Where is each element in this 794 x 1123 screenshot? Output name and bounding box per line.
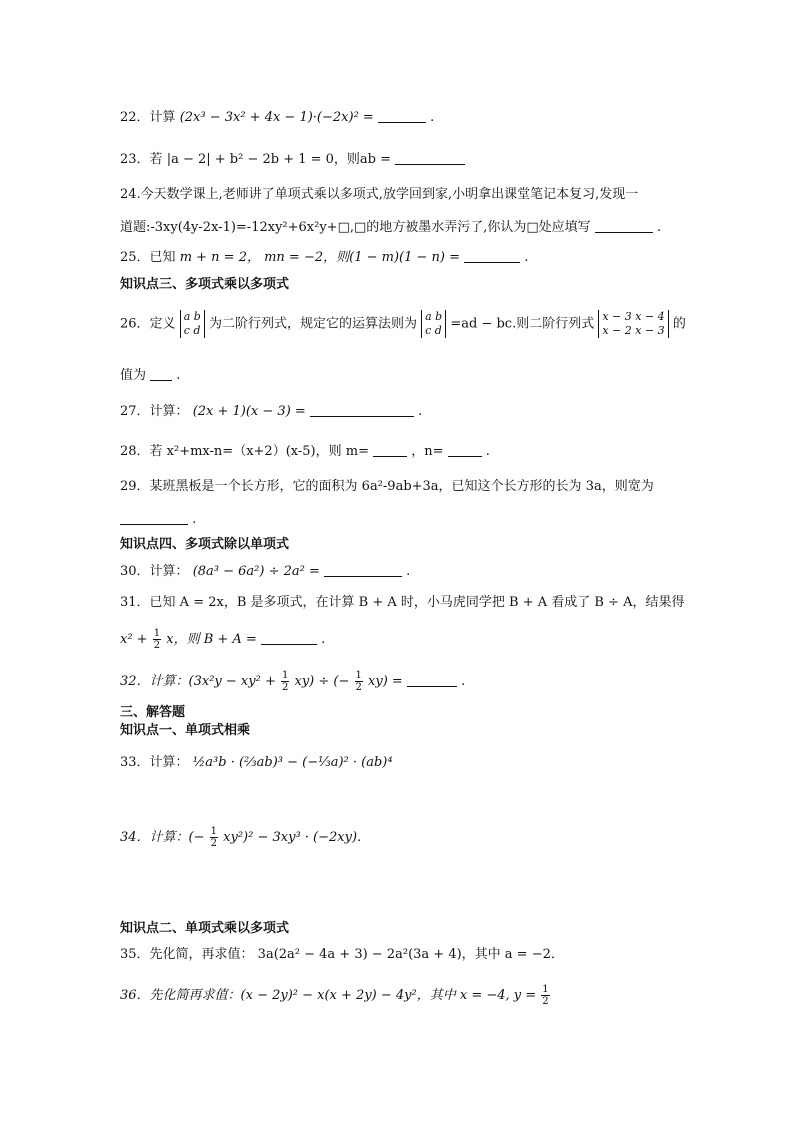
section-heading-1: 知识点一、单项式相乘 bbox=[120, 723, 251, 738]
answer-blank[interactable] bbox=[395, 150, 465, 165]
answer-blank[interactable] bbox=[378, 108, 426, 123]
answer-blank-m[interactable] bbox=[373, 442, 407, 457]
q32: 32．计算：(3x²y − xy² + $\frac{1}{2}$ xy) ÷ (− $\frac{1}{2}$ xy) = . bbox=[120, 670, 466, 693]
answer-blank[interactable] bbox=[120, 510, 188, 525]
fraction: $\frac{1}{2}$ bbox=[355, 670, 362, 693]
determinant-2: a b c d bbox=[421, 310, 446, 338]
q29-line2: . bbox=[120, 510, 196, 529]
q26: 26．定义 a b c d 为二阶行列式，规定它的运算法则为 a b c d =ad − bc.则二阶行列式 x − 3 x − 4 x − 2 x − 3 的 bbox=[120, 310, 686, 337]
q31-line2: x² + $\frac{1}{2}$ x，则 B + A = . bbox=[120, 628, 326, 651]
q26-line2: 值为 . bbox=[120, 368, 181, 383]
q29-line1: 29．某班黑板是一个长方形，它的面积为 6a²-9ab+3a，已知这个长方形的长为 3a，则宽为 bbox=[120, 479, 654, 494]
q23: 23．若 |a − 2| + b² − 2b + 1 = 0，则ab = bbox=[120, 150, 465, 169]
section-heading-answers: 三、解答题 bbox=[120, 705, 186, 720]
q22: 22．计算 (2x³ − 3x² + 4x − 1)·(−2x)² = . bbox=[120, 110, 435, 125]
section-heading-4: 知识点四、多项式除以单项式 bbox=[120, 537, 290, 552]
q34: 34．计算：(− $\frac{1}{2}$ xy²)² − 3xy³ · (−2xy)． bbox=[120, 826, 371, 849]
q31-line1: 31．已知 A = 2x，B 是多项式，在计算 B + A 时，小马虎同学把 B + A 看成了 B ÷ A，结果得 bbox=[120, 595, 685, 610]
answer-blank[interactable] bbox=[407, 672, 457, 687]
section-heading-2: 知识点二、单项式乘以多项式 bbox=[120, 921, 290, 936]
q25: 25．已知 m + n = 2， mn = −2，则(1 − m)(1 − n) = . bbox=[120, 250, 529, 265]
answer-blank-n[interactable] bbox=[448, 442, 482, 457]
determinant-3: x − 3 x − 4 x − 2 x − 3 bbox=[598, 310, 668, 338]
q27: 27．计算： (2x + 1)(x − 3) = . bbox=[120, 404, 423, 419]
fraction: $\frac{1}{2}$ bbox=[210, 826, 218, 849]
q28: 28．若 x²+mx-n=（x+2）(x-5)，则 m= ，n= . bbox=[120, 444, 490, 459]
q24-line1: 24.今天数学课上,老师讲了单项式乘以多项式,放学回到家,小明拿出课堂笔记本复习,发现一 bbox=[120, 187, 639, 202]
answer-blank[interactable] bbox=[261, 630, 317, 645]
answer-blank[interactable] bbox=[324, 562, 402, 577]
q36: 36．先化简再求值：(x − 2y)² − x(x + 2y) − 4y²，其中 x = −4, y = $\frac{1}{2}$ bbox=[120, 984, 549, 1007]
answer-blank[interactable] bbox=[464, 248, 520, 263]
fraction: $\frac{1}{2}$ bbox=[281, 670, 289, 693]
q24-line2: 道题:-3xy(4y-2x-1)=-12xy²+6x²y+□,□的地方被墨水弄污了,你认为□处应填写 . bbox=[120, 220, 662, 235]
answer-blank[interactable] bbox=[310, 402, 414, 417]
fraction: $\frac{1}{2}$ bbox=[542, 984, 549, 1007]
answer-blank[interactable] bbox=[150, 366, 172, 381]
determinant-1: a b c d bbox=[180, 310, 205, 338]
q33: 33．计算： ½a³b · (⅔ab)³ − (−⅓a)² · (ab)⁴ bbox=[120, 755, 393, 770]
q30: 30．计算： (8a³ − 6a²) ÷ 2a² = . bbox=[120, 564, 411, 579]
answer-blank[interactable] bbox=[595, 218, 653, 233]
fraction: $\frac{1}{2}$ bbox=[153, 628, 161, 651]
q35: 35．先化简，再求值： 3a(2a² − 4a + 3) − 2a²(3a + 4)，其中 a = −2． bbox=[120, 947, 564, 962]
section-heading-3: 知识点三、多项式乘以多项式 bbox=[120, 277, 290, 292]
